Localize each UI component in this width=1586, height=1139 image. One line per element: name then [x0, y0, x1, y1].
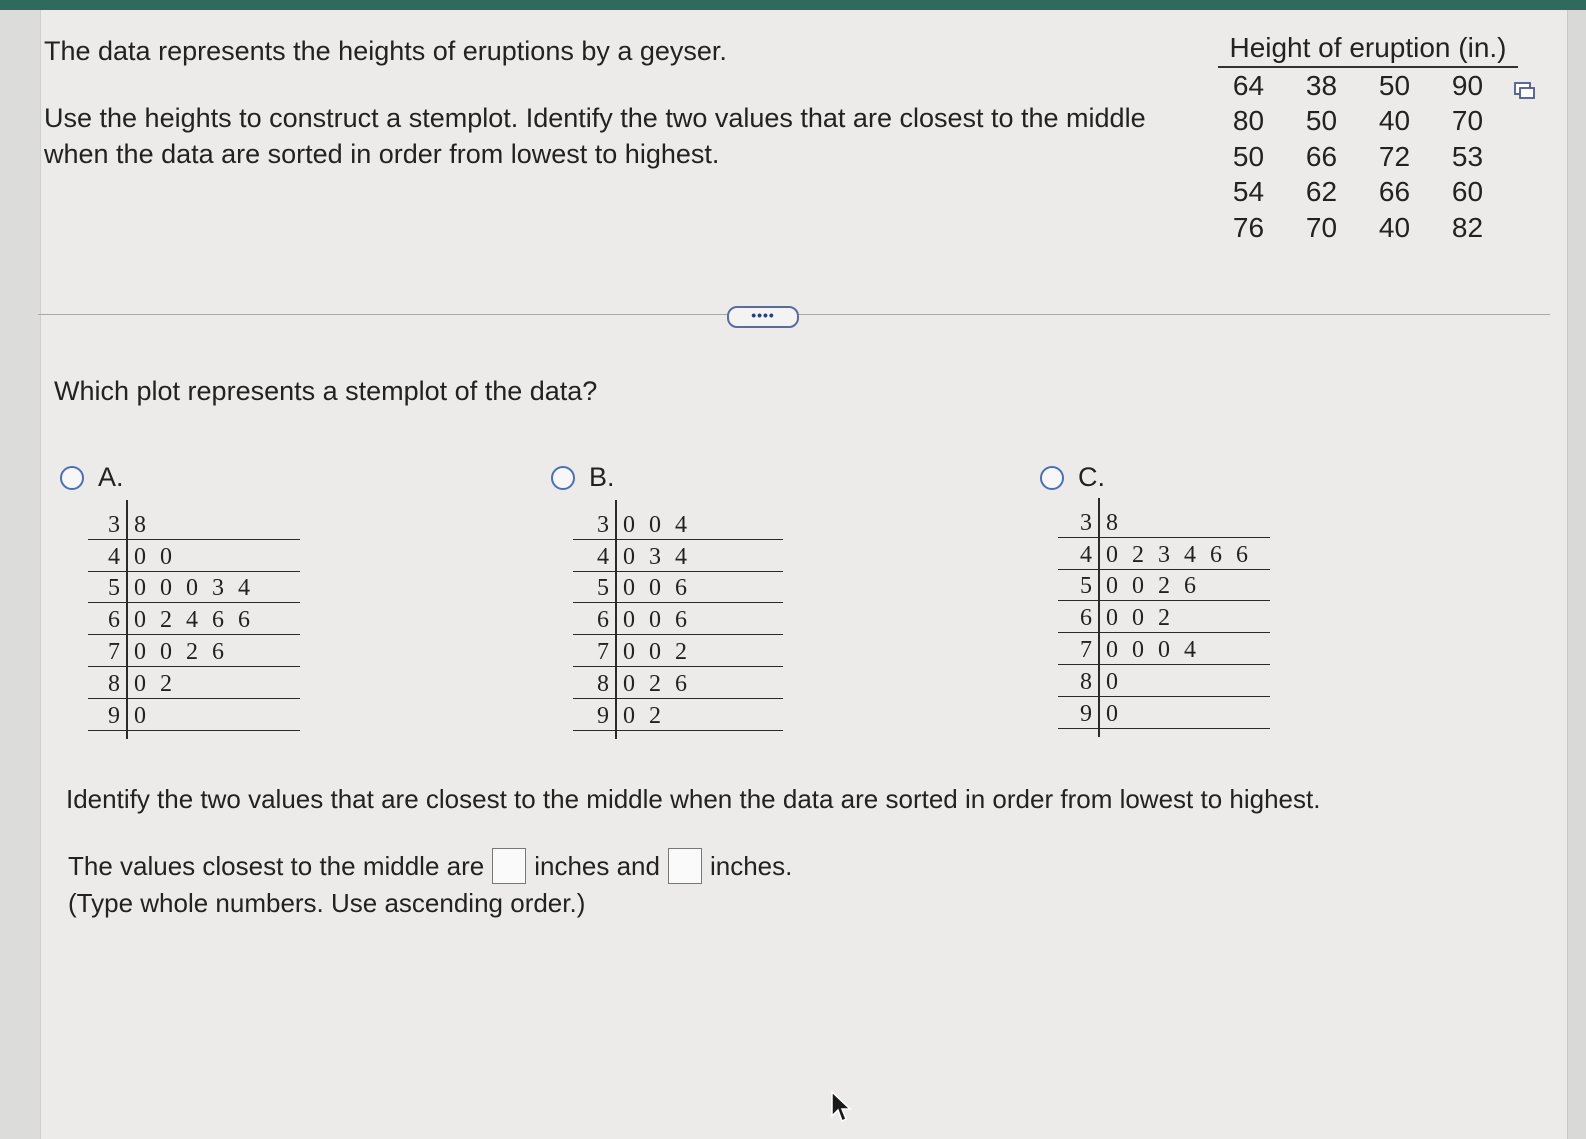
- stem-row: 4 0 3 4: [573, 540, 783, 572]
- stem-row: 6 0 2 4 6 6: [88, 603, 300, 635]
- table-cell: 80: [1232, 105, 1265, 137]
- answer-suffix: inches.: [709, 850, 793, 881]
- table-cell: 66: [1378, 176, 1411, 208]
- stem-row: 3 8: [88, 508, 300, 540]
- stem-row: 8 0 2 6: [573, 667, 783, 699]
- table-cell: 60: [1451, 176, 1484, 208]
- question-text: Which plot represents a stemplot of the data?: [54, 376, 598, 406]
- radio-button-a[interactable]: [60, 466, 84, 490]
- stem-divider: [1098, 498, 1100, 737]
- copy-icon[interactable]: [1514, 82, 1536, 100]
- answer-middle: inches and: [534, 850, 660, 881]
- identify-text: Identify the two values that are closest to the middle when the data are sorted in order from lowest to highest.: [66, 784, 1321, 814]
- table-cell: 38: [1305, 69, 1338, 101]
- stemplot-b: [573, 508, 783, 731]
- stem-row: 5 0 0 2 6: [1058, 570, 1270, 602]
- stem-row: 9 0: [1058, 697, 1270, 729]
- stem-row: 6 0 0 2: [1058, 601, 1270, 633]
- table-cell: 66: [1305, 140, 1338, 172]
- more-button[interactable]: ••••: [727, 306, 799, 328]
- stemplot-a: [88, 508, 300, 731]
- stem-row: 7 0 0 2 6: [88, 635, 300, 667]
- table-cell: 64: [1232, 69, 1265, 101]
- stem-row: 8 0: [1058, 665, 1270, 697]
- answer-input-2[interactable]: [668, 848, 702, 884]
- table-row: [1212, 68, 1542, 104]
- stem-row: 7 0 0 2: [573, 635, 783, 667]
- table-row: [1212, 210, 1542, 246]
- table-cell: 50: [1305, 105, 1338, 137]
- table-cell: 70: [1451, 105, 1484, 137]
- cursor-icon: [830, 1090, 852, 1124]
- option-c-label: C.: [1078, 462, 1105, 492]
- answer-prefix: The values closest to the middle are: [68, 850, 485, 881]
- table-cell: 82: [1451, 211, 1484, 243]
- radio-button-c[interactable]: [1040, 466, 1064, 490]
- stem-row: 4 0 2 3 4 6 6: [1058, 538, 1270, 570]
- stem-divider: [126, 500, 128, 739]
- table-cell: 70: [1305, 211, 1338, 243]
- table-cell: 50: [1232, 140, 1265, 172]
- table-cell: 54: [1232, 176, 1265, 208]
- option-a[interactable]: [60, 462, 124, 493]
- table-cell: 62: [1305, 176, 1338, 208]
- table-cell: 40: [1378, 211, 1411, 243]
- stem-row: 7 0 0 0 4: [1058, 633, 1270, 665]
- stem-row: 9 0: [88, 699, 300, 731]
- table-row: [1212, 139, 1542, 175]
- table-row: [1212, 104, 1542, 140]
- answer-line: [68, 848, 792, 884]
- scrollbar[interactable]: [1567, 10, 1586, 1139]
- instruction-text: Use the heights to construct a stemplot. Identify the two values that are closest to the middle when the data are sorted in order from lowest to highest.: [44, 103, 1146, 169]
- option-b-label: B.: [589, 462, 615, 492]
- answer-input-1[interactable]: [492, 848, 526, 884]
- data-table: [1212, 32, 1542, 246]
- top-bar: [0, 0, 1586, 10]
- stem-row: 9 0 2: [573, 699, 783, 731]
- stem-divider: [615, 500, 617, 739]
- table-cell: 53: [1451, 140, 1484, 172]
- stem-row: 5 0 0 0 3 4: [88, 572, 300, 604]
- stem-row: 6 0 0 6: [573, 603, 783, 635]
- table-cell: 76: [1232, 211, 1265, 243]
- option-c[interactable]: [1040, 462, 1105, 493]
- answer-hint: (Type whole numbers. Use ascending order.): [68, 888, 586, 918]
- stem-row: 8 0 2: [88, 667, 300, 699]
- radio-button-b[interactable]: [551, 466, 575, 490]
- table-cell: 50: [1378, 69, 1411, 101]
- stem-row: 3 8: [1058, 506, 1270, 538]
- data-table-title: Height of eruption (in.): [1218, 32, 1518, 68]
- stemplot-c: [1058, 506, 1270, 729]
- left-edge: [0, 10, 41, 1139]
- option-a-label: A.: [98, 462, 124, 492]
- option-b[interactable]: [551, 462, 615, 493]
- table-row: [1212, 175, 1542, 211]
- stem-row: 5 0 0 6: [573, 572, 783, 604]
- intro-text: The data represents the heights of eruptions by a geyser.: [44, 36, 727, 66]
- table-cell: 90: [1451, 69, 1484, 101]
- stem-row: 3 0 0 4: [573, 508, 783, 540]
- table-cell: 72: [1378, 140, 1411, 172]
- stem-row: 4 0 0: [88, 540, 300, 572]
- table-cell: 40: [1378, 105, 1411, 137]
